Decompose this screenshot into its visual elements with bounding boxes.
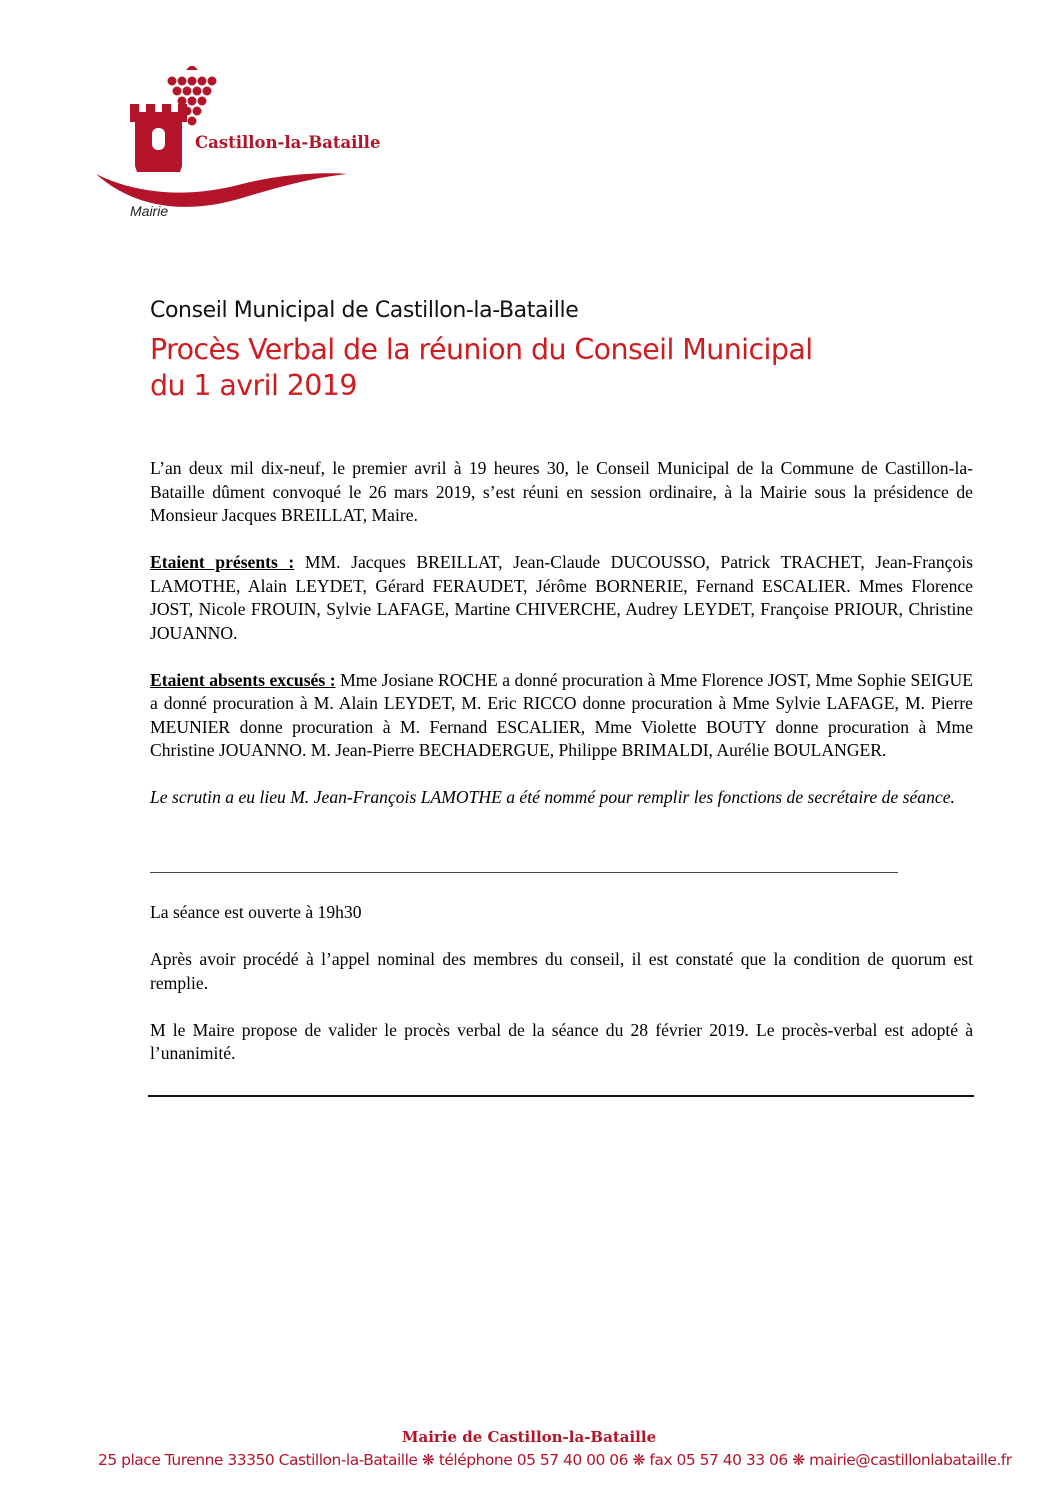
footer-name: Mairie de Castillon-la-Bataille [401, 1428, 657, 1446]
opening-paragraph: La séance est ouverte à 19h30 [150, 902, 362, 922]
absent-paragraph [150, 669, 973, 763]
secretary-paragraph: Le scrutin a eu lieu M. Jean-François LAMOTHE a été nommé pour remplir les fonctions de secrétaire de séance. [150, 787, 955, 807]
council-name: Conseil Municipal de Castillon-la-Bataille [150, 298, 579, 323]
logo-text: Castillon-la-Bataille [195, 133, 381, 152]
divider [150, 872, 898, 873]
footer-phone: téléphone 05 57 40 00 06 [438, 1451, 629, 1469]
separator-icon: ❋ [792, 1451, 805, 1469]
title-line-1: Procès Verbal de la réunion du Conseil Municipal [150, 333, 813, 366]
castillon-logo [92, 66, 412, 226]
document-body [150, 457, 973, 833]
separator-icon: ❋ [632, 1451, 645, 1469]
footer-contact [98, 1451, 1012, 1469]
absent-list: Mme Josiane ROCHE a donné procuration à Mme Florence JOST, Mme Sophie SEIGUE a donné procuration à M. Alain LEYDET, M. Eric RICCO donne procuration à Mme Sylvie LAFAGE, M. Pierre MEUNIER donne procuration à M. Fernand ESCALIER, Mme Violette BOUTY donne procuration à Mme Christine JOUANNO. M. Jean-Pierre BECHADERGUE, Philippe BRIMALDI, Aurélie BOULANGER. [150, 669, 974, 760]
present-label: Etaient présents : [150, 552, 295, 572]
present-list: MM. Jacques BREILLAT, Jean-Claude DUCOUSSO, Patrick TRACHET, Jean-François LAMOTHE, Alain LEYDET, Gérard FERAUDET, Jérôme BORNERIE, Fernand ESCALIER. Mmes Florence JOST, Nicole FROUIN, Sylvie LAFAGE, Martine CHIVERCHE, Audrey LEYDET, Françoise PRIOUR, Christine JOUANNO. [150, 552, 973, 643]
present-paragraph [150, 551, 973, 645]
session-body [150, 901, 973, 1089]
quorum-paragraph: Après avoir procédé à l’appel nominal des membres du conseil, il est constaté que la condition de quorum est remplie. [150, 949, 973, 993]
document-header [150, 297, 970, 404]
footer-email: mairie@castillonlabataille.fr [809, 1451, 1012, 1469]
minutes-paragraph: M le Maire propose de valider le procès verbal de la séance du 28 février 2019. Le procès-verbal est adopté à l’unanimité. [150, 1019, 973, 1063]
footer-fax: fax 05 57 40 33 06 [649, 1451, 788, 1469]
footer-address: 25 place Turenne 33350 Castillon-la-Bataille [98, 1451, 418, 1469]
document-title [150, 332, 970, 404]
title-line-2: du 1 avril 2019 [150, 369, 357, 402]
intro-paragraph: L’an deux mil dix-neuf, le premier avril à 19 heures 30, le Conseil Municipal de la Commune de Castillon-la-Bataille dûment convoqué le 26 mars 2019, s’est réuni en session ordinaire, à la Mairie sous la présidence de Monsieur Jacques BREILLAT, Maire. [150, 458, 973, 525]
logo-subtitle: Mairie [130, 203, 169, 219]
separator-icon: ❋ [421, 1451, 435, 1469]
absent-label: Etaient absents excusés : [150, 669, 336, 690]
divider-bold [148, 1095, 974, 1097]
